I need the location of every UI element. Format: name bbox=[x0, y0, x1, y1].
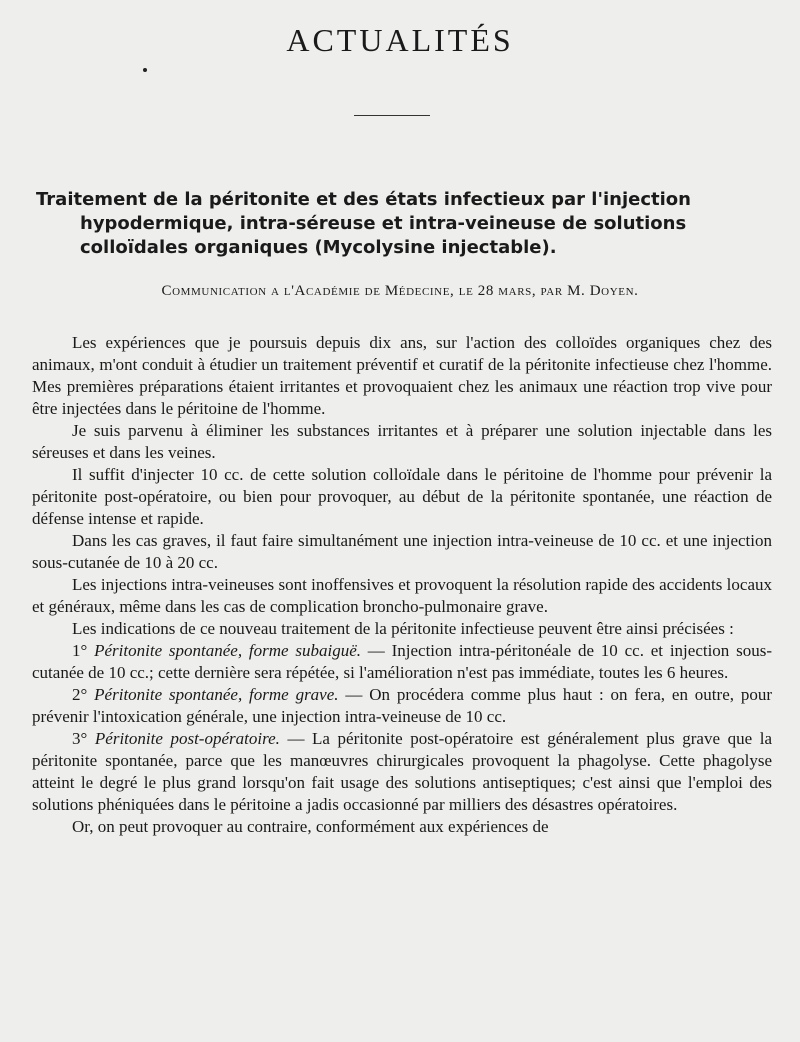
list-item-3-label: Péritonite post-opératoire. bbox=[94, 729, 280, 748]
paragraph-7: Or, on peut provoquer au contraire, conformément aux expériences de bbox=[72, 817, 549, 836]
article-title-line-2: hypodermique, intra-séreuse et intra-veineuse de solutions bbox=[80, 213, 687, 234]
paragraph-4: Dans les cas graves, il faut faire simultanément une injection intra-veineuse de 10 cc. et une injection sous-cutanée de 10 à 20 cc. bbox=[32, 531, 772, 572]
section-heading: ACTUALITÉS bbox=[286, 22, 514, 58]
list-item-3-number: 3° bbox=[72, 729, 88, 748]
article-byline: Communication a l'Académie de Médecine, le 28 mars, par M. Doyen. bbox=[161, 283, 639, 299]
list-item-2-number: 2° bbox=[72, 685, 88, 704]
list-item-1-label: Péritonite spontanée, forme subaiguë. bbox=[94, 641, 361, 660]
article-title-line-3: colloïdales organiques (Mycolysine injectable). bbox=[80, 237, 557, 258]
paragraph-5: Les injections intra-veineuses sont inoffensives et provoquent la résolution rapide des accidents locaux et généraux, même dans les cas de complication broncho-pulmonaire grave. bbox=[32, 575, 772, 616]
list-item-1 bbox=[32, 640, 772, 684]
list-item-1-number: 1° bbox=[72, 641, 88, 660]
article-body bbox=[32, 332, 772, 838]
list-item-3 bbox=[32, 728, 772, 816]
paragraph-2: Je suis parvenu à éliminer les substances irritantes et à préparer une solution injectable dans les séreuses et dans les veines. bbox=[32, 421, 772, 462]
article-title bbox=[30, 188, 775, 260]
list-item-3-text: — La péritonite post-opératoire est généralement plus grave que la péritonite spontanée, parce que les manœuvres chirurgicales provoquent la phagolyse. Cette phagolyse atteint le degré le plus grand lorsqu'on fait usage des solutions antiseptiques; c'est ainsi que l'emploi des solutions phéniquées dans le péritoine a jadis occasionné par milliers des désastres opératoires. bbox=[32, 729, 773, 814]
ink-speck bbox=[143, 68, 147, 72]
paragraph-6: Les indications de ce nouveau traitement de la péritonite infectieuse peuvent être ainsi précisées : bbox=[72, 619, 734, 638]
paragraph-3: Il suffit d'injecter 10 cc. de cette solution colloïdale dans le péritoine de l'homme pour prévenir la péritonite post-opératoire, ou bien pour provoquer, au début de la péritonite spontanée, une réaction de défense intense et rapide. bbox=[32, 465, 772, 528]
paragraph-1: Les expériences que je poursuis depuis dix ans, sur l'action des colloïdes organiques chez des animaux, m'ont conduit à étudier un traitement préventif et curatif de la péritonite infectieuse chez l'homme. Mes premières préparations étaient irritantes et provoquaient chez les animaux une réaction trop vive pour être injectées dans le péritoine de l'homme. bbox=[32, 333, 772, 418]
list-item-2-text: — On procédera comme plus haut : on fera, en outre, pour prévenir l'intoxication générale, une injection intra-veineuse de 10 cc. bbox=[32, 685, 773, 726]
list-item-1-text: — Injection intra-péritonéale de 10 cc. et injection sous-cutanée de 10 cc.; cette dernière sera répétée, si l'amélioration n'est pas immédiate, toutes les 6 heures. bbox=[32, 641, 773, 682]
list-item-2-label: Péritonite spontanée, forme grave. bbox=[94, 685, 339, 704]
separator-rule bbox=[354, 115, 430, 116]
list-item-2 bbox=[32, 684, 772, 728]
article-title-line-1: Traitement de la péritonite et des états infectieux par l'injection bbox=[36, 189, 691, 210]
